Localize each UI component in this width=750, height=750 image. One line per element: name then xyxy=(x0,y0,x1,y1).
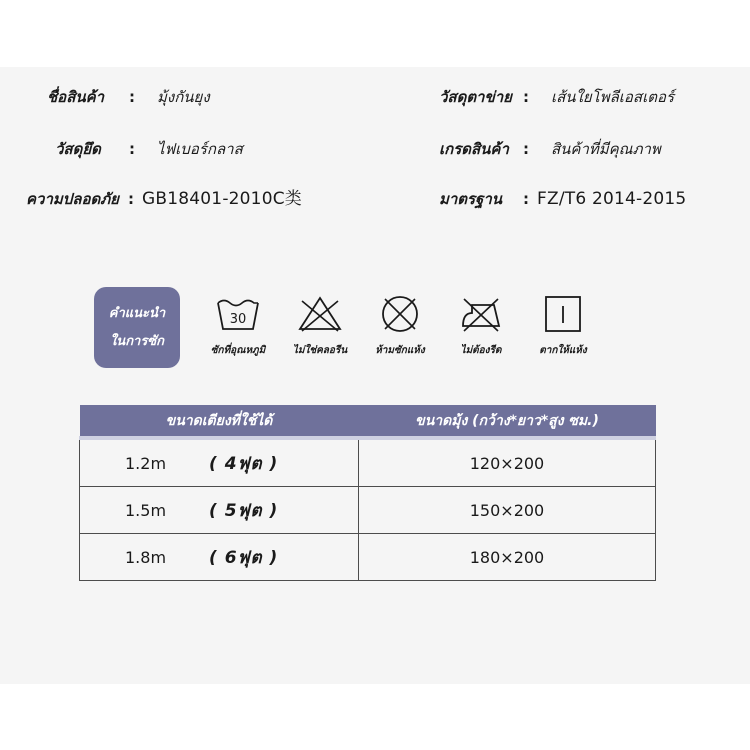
care-instructions-badge xyxy=(94,287,180,368)
spec-value: FZ/T6 2014-2015 xyxy=(537,189,687,209)
spec-product-name xyxy=(47,85,210,109)
spec-value: GB18401-2010C类 xyxy=(142,189,302,209)
spec-colon: : xyxy=(523,140,529,158)
spec-label: ชื่อสินค้า xyxy=(47,88,105,106)
spec-colon: : xyxy=(129,88,135,106)
spec-colon: : xyxy=(523,88,529,106)
spec-label: วัสดุตาข่าย xyxy=(439,88,512,106)
care-caption: ไม่ต้องรีด xyxy=(460,345,502,356)
care-title-line1: คำแนะนำ xyxy=(108,305,166,321)
care-item-dry xyxy=(358,295,442,358)
spec-colon: : xyxy=(128,190,134,208)
bed-size-feet: ( 5ฟุต ) xyxy=(209,500,279,521)
spec-frame-material xyxy=(55,137,243,161)
spec-colon: : xyxy=(523,190,529,208)
line-dry-icon xyxy=(540,295,586,333)
spec-value: เส้นใยโพลีเอสเตอร์ xyxy=(551,88,675,106)
care-item-iron xyxy=(439,295,523,358)
table-row xyxy=(80,438,656,487)
no-bleach-icon xyxy=(297,295,343,333)
care-item-line-dry xyxy=(521,295,605,358)
spec-value: สินค้าที่มีคุณภาพ xyxy=(551,140,661,158)
spec-colon: : xyxy=(129,140,135,158)
care-caption: ตากให้แห้ง xyxy=(539,345,587,356)
size-table xyxy=(79,405,656,581)
table-header-row xyxy=(80,405,656,438)
spec-label: มาตรฐาน xyxy=(439,190,503,208)
wash-30-icon xyxy=(215,295,261,333)
spec-label: วัสดุยึด xyxy=(55,140,101,158)
table-row xyxy=(80,487,656,534)
header-bed-size: ขนาดเตียงที่ใช้ได้ xyxy=(80,405,359,438)
spec-value: ไฟเบอร์กลาส xyxy=(157,140,243,158)
spec-safety xyxy=(26,187,302,211)
no-iron-icon xyxy=(458,295,504,333)
bed-size-meters: 1.8m xyxy=(125,547,167,567)
spec-value: มุ้งกันยุง xyxy=(157,88,210,106)
wash-temperature: 30 xyxy=(229,312,247,327)
spec-standard xyxy=(439,187,686,211)
bed-size-cell xyxy=(80,534,359,581)
net-size-cell: 150×200 xyxy=(359,487,656,534)
care-caption: ซักที่อุณหภูมิ xyxy=(210,345,266,356)
net-size-cell: 180×200 xyxy=(359,534,656,581)
table-row xyxy=(80,534,656,581)
care-title-line2: ในการซัก xyxy=(109,333,165,349)
bed-size-cell xyxy=(80,438,359,487)
spec-label: ความปลอดภัย xyxy=(26,190,119,208)
care-caption: ห้ามซักแห้ง xyxy=(375,345,425,356)
care-caption: ไม่ใช่คลอรีน xyxy=(292,345,348,356)
care-item-bleach xyxy=(278,295,362,358)
bed-size-cell xyxy=(80,487,359,534)
bed-size-meters: 1.2m xyxy=(125,453,167,473)
bed-size-feet: ( 4ฟุต ) xyxy=(209,453,279,474)
care-item-wash xyxy=(196,295,280,358)
spec-product-grade xyxy=(439,137,661,161)
header-net-size: ขนาดมุ้ง (กว้าง*ยาว*สูง ซม.) xyxy=(359,405,656,438)
bed-size-feet: ( 6ฟุต ) xyxy=(209,547,279,568)
no-tumble-dry-icon xyxy=(377,295,423,333)
net-size-cell: 120×200 xyxy=(359,438,656,487)
spec-label: เกรดสินค้า xyxy=(439,140,509,158)
bed-size-meters: 1.5m xyxy=(125,500,167,520)
spec-mesh-material xyxy=(439,85,674,109)
